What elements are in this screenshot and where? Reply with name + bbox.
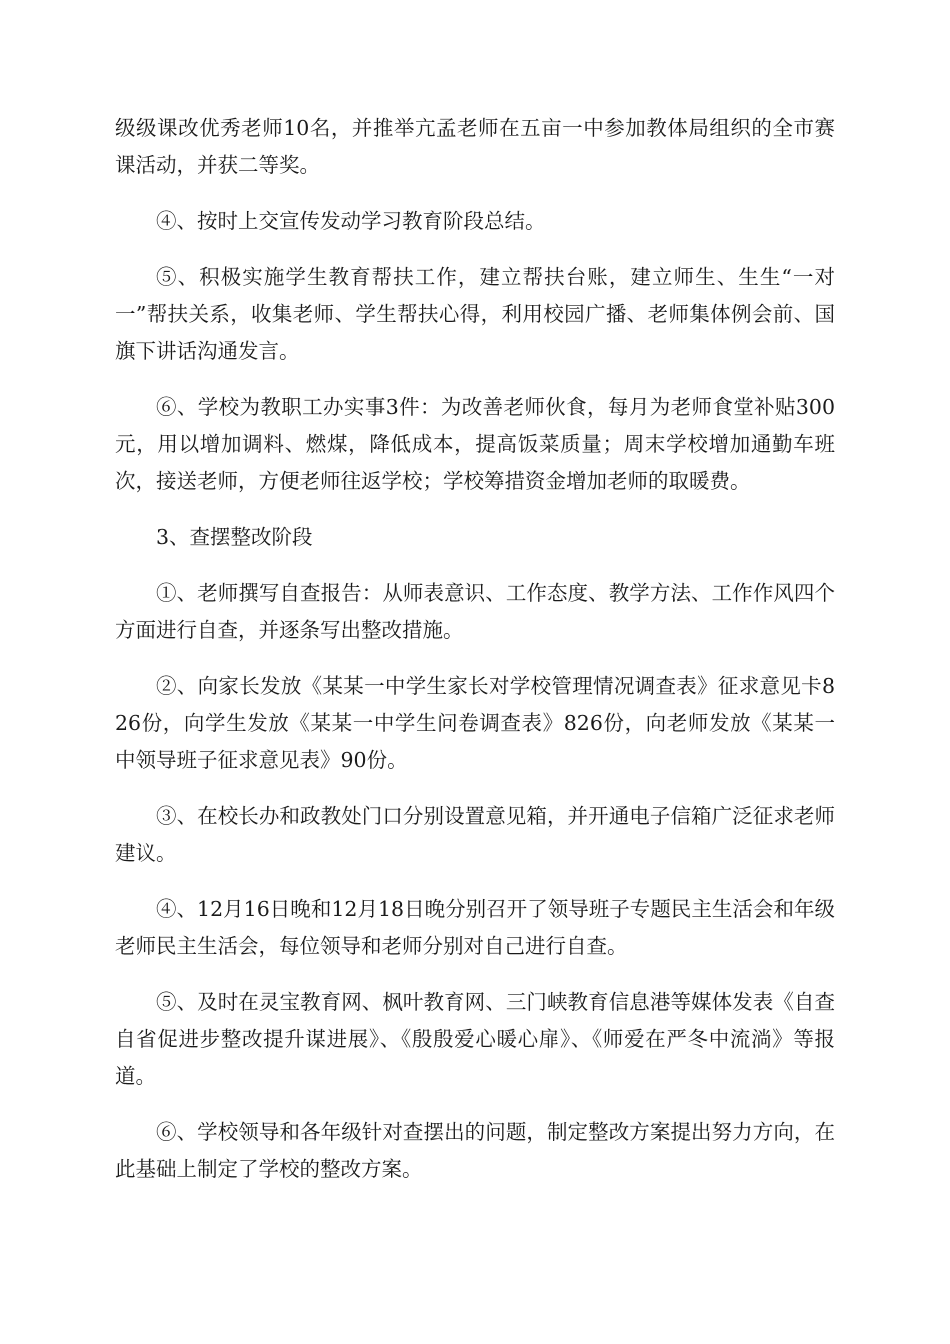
paragraph-item-6-staff-benefits: ⑥、学校为教职工办实事3件：为改善老师伙食，每月为老师食堂补贴300元，用以增加调料、燃煤，降低成本，提高饭菜质量；周末学校增加通勤车班次，接送老师，方便老师往返学校；学校筹措资金增加老师的取暖费。	[115, 395, 835, 493]
section-heading-rectification: 3、查摆整改阶段	[156, 525, 313, 549]
document-body	[115, 110, 835, 1207]
paragraph-item-4-meetings: ④、12月16日晚和12月18日晚分别召开了领导班子专题民主生活会和年级老师民主生活会，每位领导和老师分别对自己进行自查。	[115, 897, 835, 958]
paragraph-item-2-surveys: ②、向家长发放《某某一中学生家长对学校管理情况调查表》征求意见卡826份，向学生发放《某某一中学生问卷调查表》826份，向老师发放《某某一中领导班子征求意见表》90份。	[115, 674, 835, 772]
paragraph-item-1-self-report: ①、老师撰写自查报告：从师表意识、工作态度、教学方法、工作作风四个方面进行自查，并逐条写出整改措施。	[115, 581, 835, 642]
paragraph-continuation: 级级课改优秀老师10名，并推举亢孟老师在五亩一中参加教体局组织的全市赛课活动，并获二等奖。	[115, 116, 835, 177]
paragraph-item-4-summary: ④、按时上交宣传发动学习教育阶段总结。	[156, 209, 546, 233]
paragraph-item-6-rectification-plan: ⑥、学校领导和各年级针对查摆出的问题，制定整改方案提出努力方向，在此基础上制定了学校的整改方案。	[115, 1120, 835, 1181]
paragraph-item-3-suggestion-box: ③、在校长办和政教处门口分别设置意见箱，并开通电子信箱广泛征求老师建议。	[115, 804, 835, 865]
paragraph-item-5-mentoring: ⑤、积极实施学生教育帮扶工作，建立帮扶台账，建立师生、生生“一对一”帮扶关系，收集老师、学生帮扶心得，利用校园广播、老师集体例会前、国旗下讲话沟通发言。	[115, 265, 835, 363]
paragraph-item-5-media-reports: ⑤、及时在灵宝教育网、枫叶教育网、三门峡教育信息港等媒体发表《自查自省促进步整改提升谋进展》、《殷殷爱心暖心扉》、《师爱在严冬中流淌》等报道。	[115, 990, 835, 1088]
